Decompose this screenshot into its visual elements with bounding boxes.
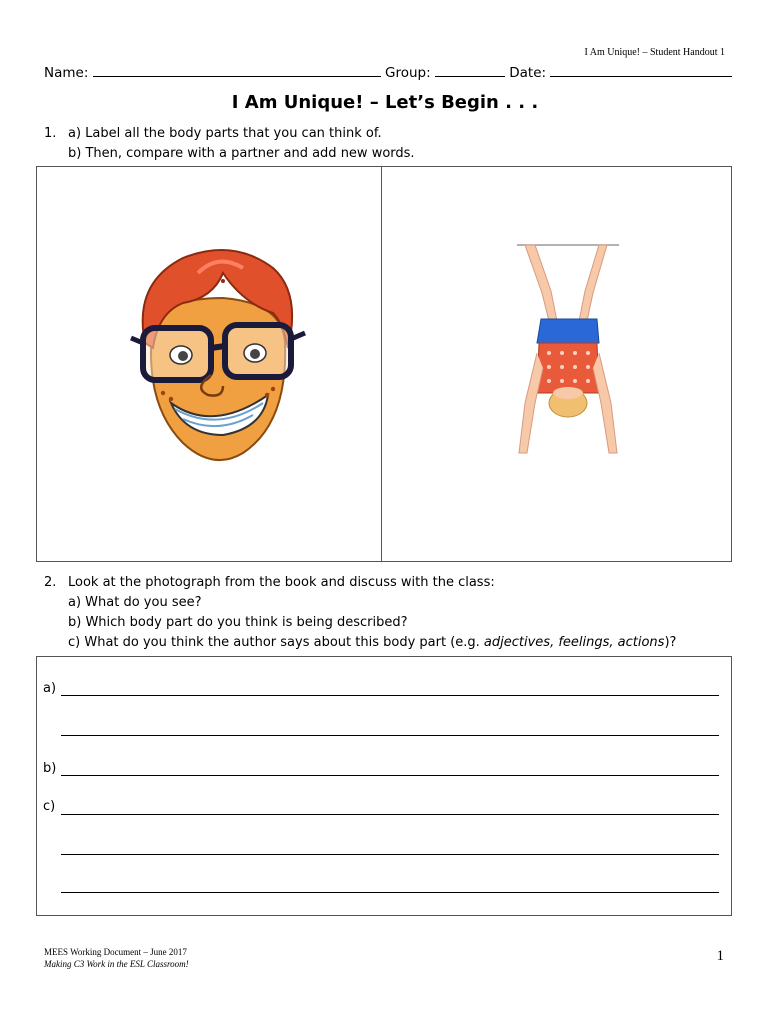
question-2-number: 2.: [44, 575, 57, 590]
name-label: Name:: [44, 65, 89, 81]
question-1b: b) Then, compare with a partner and add new words.: [68, 146, 415, 161]
child-handstand-icon: [507, 243, 627, 458]
boy-face-glasses-braces-icon: [123, 243, 313, 473]
question-1: [44, 124, 415, 164]
question-2-intro: Look at the photograph from the book and discuss with the class:: [68, 575, 495, 590]
footer-line-1: MEES Working Document – June 2017: [44, 947, 187, 957]
question-2: [44, 573, 676, 653]
footer-line-2: Making C3 Work in the ESL Classroom!: [44, 959, 189, 969]
question-1-number: 1.: [44, 126, 57, 141]
question-2c-examples: adjectives, feelings, actions: [483, 635, 665, 650]
answer-a-label: a): [43, 681, 57, 696]
answer-b-line-1[interactable]: [61, 775, 719, 776]
answer-box: [36, 656, 732, 916]
answer-b-label: b): [43, 761, 57, 776]
page-number: 1: [716, 948, 724, 964]
answer-a-line-1[interactable]: [61, 695, 719, 696]
answer-c-label: c): [43, 799, 56, 814]
footer: [44, 946, 189, 970]
answer-c-line-3[interactable]: [61, 892, 719, 893]
image-grid: [36, 166, 732, 562]
group-label: Group:: [384, 65, 431, 81]
question-2c: [44, 633, 676, 653]
question-1a: a) Label all the body parts that you can think of.: [68, 126, 382, 141]
page-title: I Am Unique! – Let’s Begin . . .: [231, 92, 539, 113]
grid-divider: [381, 167, 382, 561]
question-2a: a) What do you see?: [68, 595, 202, 610]
date-field[interactable]: [550, 62, 732, 77]
handout-label: I Am Unique! – Student Handout 1: [584, 47, 725, 58]
answer-c-line-2[interactable]: [61, 854, 719, 855]
question-2c-suffix: )?: [664, 635, 677, 650]
group-field[interactable]: [435, 62, 505, 77]
student-info-line: [44, 62, 724, 81]
question-2b: b) Which body part do you think is being described?: [68, 615, 408, 630]
answer-c-line-1[interactable]: [61, 814, 719, 815]
question-2c-prefix: c) What do you think the author says about this body part (e.g.: [68, 635, 484, 650]
name-field[interactable]: [93, 62, 381, 77]
answer-a-line-2[interactable]: [61, 735, 719, 736]
date-label: Date:: [509, 65, 547, 81]
